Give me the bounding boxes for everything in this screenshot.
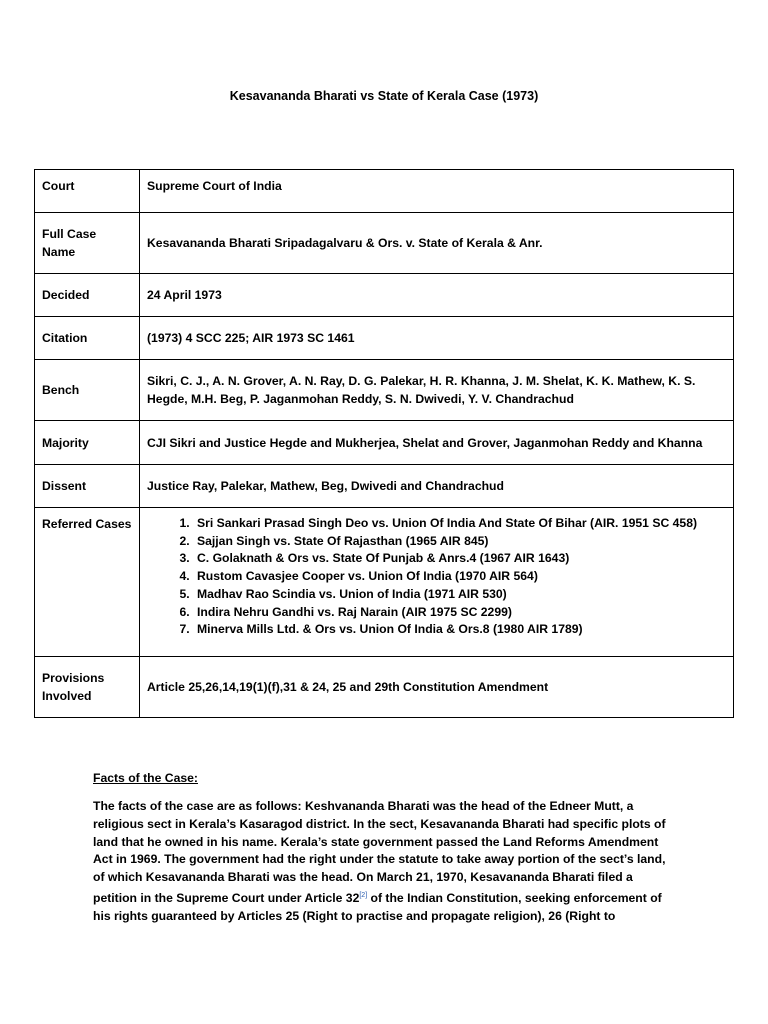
court-label: Court — [35, 170, 140, 213]
facts-text-part-2: of the Indian Constitution, seeking enforcement of his rights guaranteed by Articles 25 (Right to practise and propagate religion), 26 (Right to — [93, 891, 662, 923]
list-item: 4. Rustom Cavasjee Cooper vs. Union Of India (1970 AIR 564) — [193, 568, 726, 586]
footnote-reference-link[interactable]: [2] — [359, 891, 368, 899]
table-row-majority — [35, 421, 734, 465]
list-item: 3. C. Golaknath & Ors vs. State Of Punjab & Anrs.4 (1967 AIR 1643) — [193, 550, 726, 568]
facts-paragraph — [93, 798, 678, 926]
majority-label: Majority — [35, 421, 140, 465]
provisions-value: Article 25,26,14,19(1)(f),31 & 24, 25 and 29th Constitution Amendment — [140, 657, 734, 718]
table-row-bench — [35, 360, 734, 421]
provisions-label: Provisions Involved — [35, 657, 140, 718]
decided-value: 24 April 1973 — [140, 274, 734, 317]
list-item: 5. Madhav Rao Scindia vs. Union of India (1971 AIR 530) — [193, 586, 726, 604]
table-row-referred-cases — [35, 508, 734, 657]
referred-cases-list — [147, 515, 726, 639]
court-value: Supreme Court of India — [140, 170, 734, 213]
bench-value: Sikri, C. J., A. N. Grover, A. N. Ray, D. G. Palekar, H. R. Khanna, J. M. Shelat, K. K. Mathew, K. S. Hegde, M.H. Beg, P. Jaganmohan Reddy, S. N. Dwivedi, Y. V. Chandrachud — [140, 360, 734, 421]
table-row-dissent — [35, 465, 734, 508]
facts-heading: Facts of the Case: — [93, 771, 198, 785]
citation-label: Citation — [35, 317, 140, 360]
decided-label: Decided — [35, 274, 140, 317]
dissent-label: Dissent — [35, 465, 140, 508]
referred-cases-cell — [140, 508, 734, 657]
list-item: 2. Sajjan Singh vs. State Of Rajasthan (1965 AIR 845) — [193, 533, 726, 551]
list-item: 1. Sri Sankari Prasad Singh Deo vs. Union Of India And State Of Bihar (AIR. 1951 SC 458) — [193, 515, 726, 533]
dissent-value: Justice Ray, Palekar, Mathew, Beg, Dwivedi and Chandrachud — [140, 465, 734, 508]
list-item: 6. Indira Nehru Gandhi vs. Raj Narain (AIR 1975 SC 2299) — [193, 604, 726, 622]
bench-label: Bench — [35, 360, 140, 421]
full-case-name-label: Full Case Name — [35, 213, 140, 274]
facts-text-part-1: The facts of the case are as follows: Keshvananda Bharati was the head of the Edneer Mutt, a religious sect in Kerala’s Kasaragod district. In the sect, Kesavananda Bharati had specific plots of land that he owned in his name. Kerala’s state government passed the Land Reforms Amendment Act in 1969. The government had the right under the statute to take away portion of the sect’s land, of which Kesavananda Bharati was the head. On March 21, 1970, Kesavananda Bharati filed a petition in the Supreme Court under Article 32 — [93, 799, 666, 906]
table-row-full-case-name — [35, 213, 734, 274]
table-row-provisions — [35, 657, 734, 718]
referred-cases-label: Referred Cases — [35, 508, 140, 657]
table-row-decided — [35, 274, 734, 317]
table-row-court — [35, 170, 734, 213]
list-item: 7. Minerva Mills Ltd. & Ors vs. Union Of India & Ors.8 (1980 AIR 1789) — [193, 621, 726, 639]
case-details-table — [34, 169, 734, 718]
majority-value: CJI Sikri and Justice Hegde and Mukherjea, Shelat and Grover, Jaganmohan Reddy and Khanna — [140, 421, 734, 465]
document-title: Kesavananda Bharati vs State of Kerala Case (1973) — [229, 89, 539, 103]
table-row-citation — [35, 317, 734, 360]
full-case-name-value: Kesavananda Bharati Sripadagalvaru & Ors. v. State of Kerala & Anr. — [140, 213, 734, 274]
citation-value: (1973) 4 SCC 225; AIR 1973 SC 1461 — [140, 317, 734, 360]
